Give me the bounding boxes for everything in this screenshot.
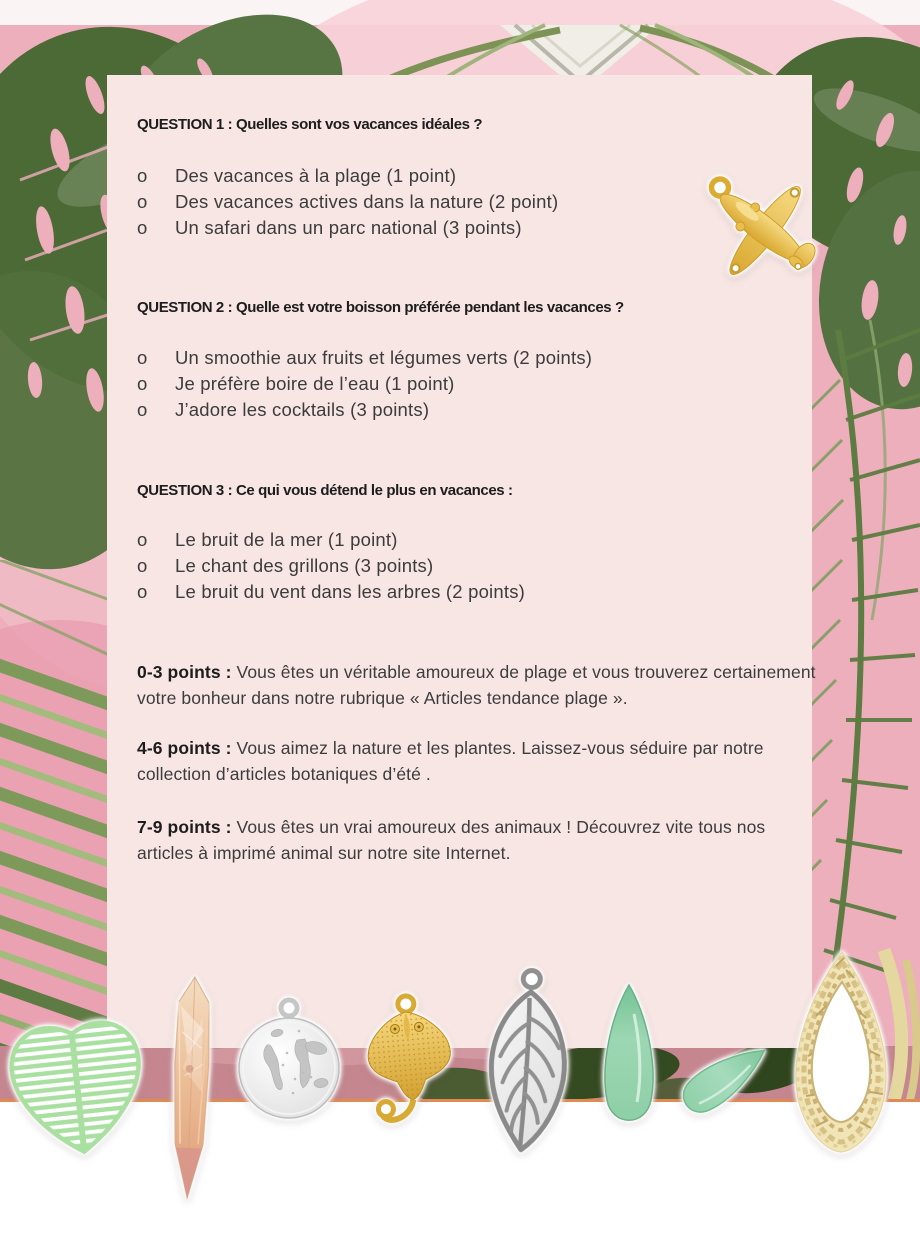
quiz-option (137, 579, 525, 605)
quiz-option (137, 189, 558, 215)
question-2-options (137, 345, 592, 423)
quiz-option (137, 553, 525, 579)
option-bullet: o (137, 165, 148, 186)
option-bullet: o (137, 555, 148, 576)
quiz-option (137, 215, 558, 241)
quiz-option (137, 527, 525, 553)
result-4-6 (137, 735, 817, 787)
option-bullet: o (137, 373, 148, 394)
question-2-title: QUESTION 2 : Quelle est votre boisson préférée pendant les vacances ? (137, 299, 624, 316)
option-bullet: o (137, 581, 148, 602)
silver-world-map-charm-icon (237, 993, 342, 1123)
option-label: Des vacances à la plage (1 point) (175, 165, 457, 186)
rattan-teardrop-pendant-icon (786, 946, 898, 1158)
green-monstera-leaf-charm-icon (0, 1001, 159, 1166)
option-label: J’adore les cocktails (3 points) (175, 399, 430, 420)
result-text: Vous êtes un véritable amoureux de plage et vous trouverez certainement votre bonheur dans notre rubrique « Articles tendance plage ». (137, 662, 816, 708)
quiz-option (137, 163, 558, 189)
result-text: Vous aimez la nature et les plantes. Laissez-vous séduire par notre collection d’articles botaniques d’été . (137, 738, 764, 784)
question-1-options (137, 163, 558, 241)
question-1-title: QUESTION 1 : Quelles sont vos vacances idéales ? (137, 116, 483, 133)
option-label: Le bruit du vent dans les arbres (2 points) (175, 581, 526, 602)
question-3-title: QUESTION 3 : Ce qui vous détend le plus en vacances : (137, 482, 513, 499)
gold-stingray-charm-icon (348, 988, 468, 1134)
option-bullet: o (137, 399, 148, 420)
option-label: Un safari dans un parc national (3 points) (175, 217, 522, 238)
result-label: 4-6 points : (137, 738, 232, 758)
green-jade-drop-bead-icon (590, 980, 668, 1138)
quiz-option (137, 397, 592, 423)
green-jade-drop-bead-tilted-icon (666, 1020, 784, 1136)
quiz-option (137, 371, 592, 397)
result-label: 7-9 points : (137, 817, 232, 837)
option-label: Un smoothie aux fruits et légumes verts (2 points) (175, 347, 593, 368)
result-0-3 (137, 659, 817, 711)
quiz-option (137, 345, 592, 371)
option-bullet: o (137, 347, 148, 368)
option-label: Le chant des grillons (3 points) (175, 555, 434, 576)
option-label: Des vacances actives dans la nature (2 point) (175, 191, 559, 212)
option-bullet: o (137, 191, 148, 212)
gold-airplane-charm-icon (700, 172, 830, 284)
peach-crystal-pendant-icon (152, 971, 230, 1205)
option-bullet: o (137, 217, 148, 238)
option-label: Le bruit de la mer (1 point) (175, 529, 398, 550)
result-text: Vous êtes un vrai amoureux des animaux ! Découvrez vite tous nos articles à imprimé animal sur notre site Internet. (137, 817, 766, 863)
result-7-9 (137, 814, 817, 866)
silver-leaf-charm-icon (471, 963, 584, 1162)
result-label: 0-3 points : (137, 662, 232, 682)
option-label: Je préfère boire de l’eau (1 point) (175, 373, 455, 394)
question-3-options (137, 527, 525, 605)
option-bullet: o (137, 529, 148, 550)
